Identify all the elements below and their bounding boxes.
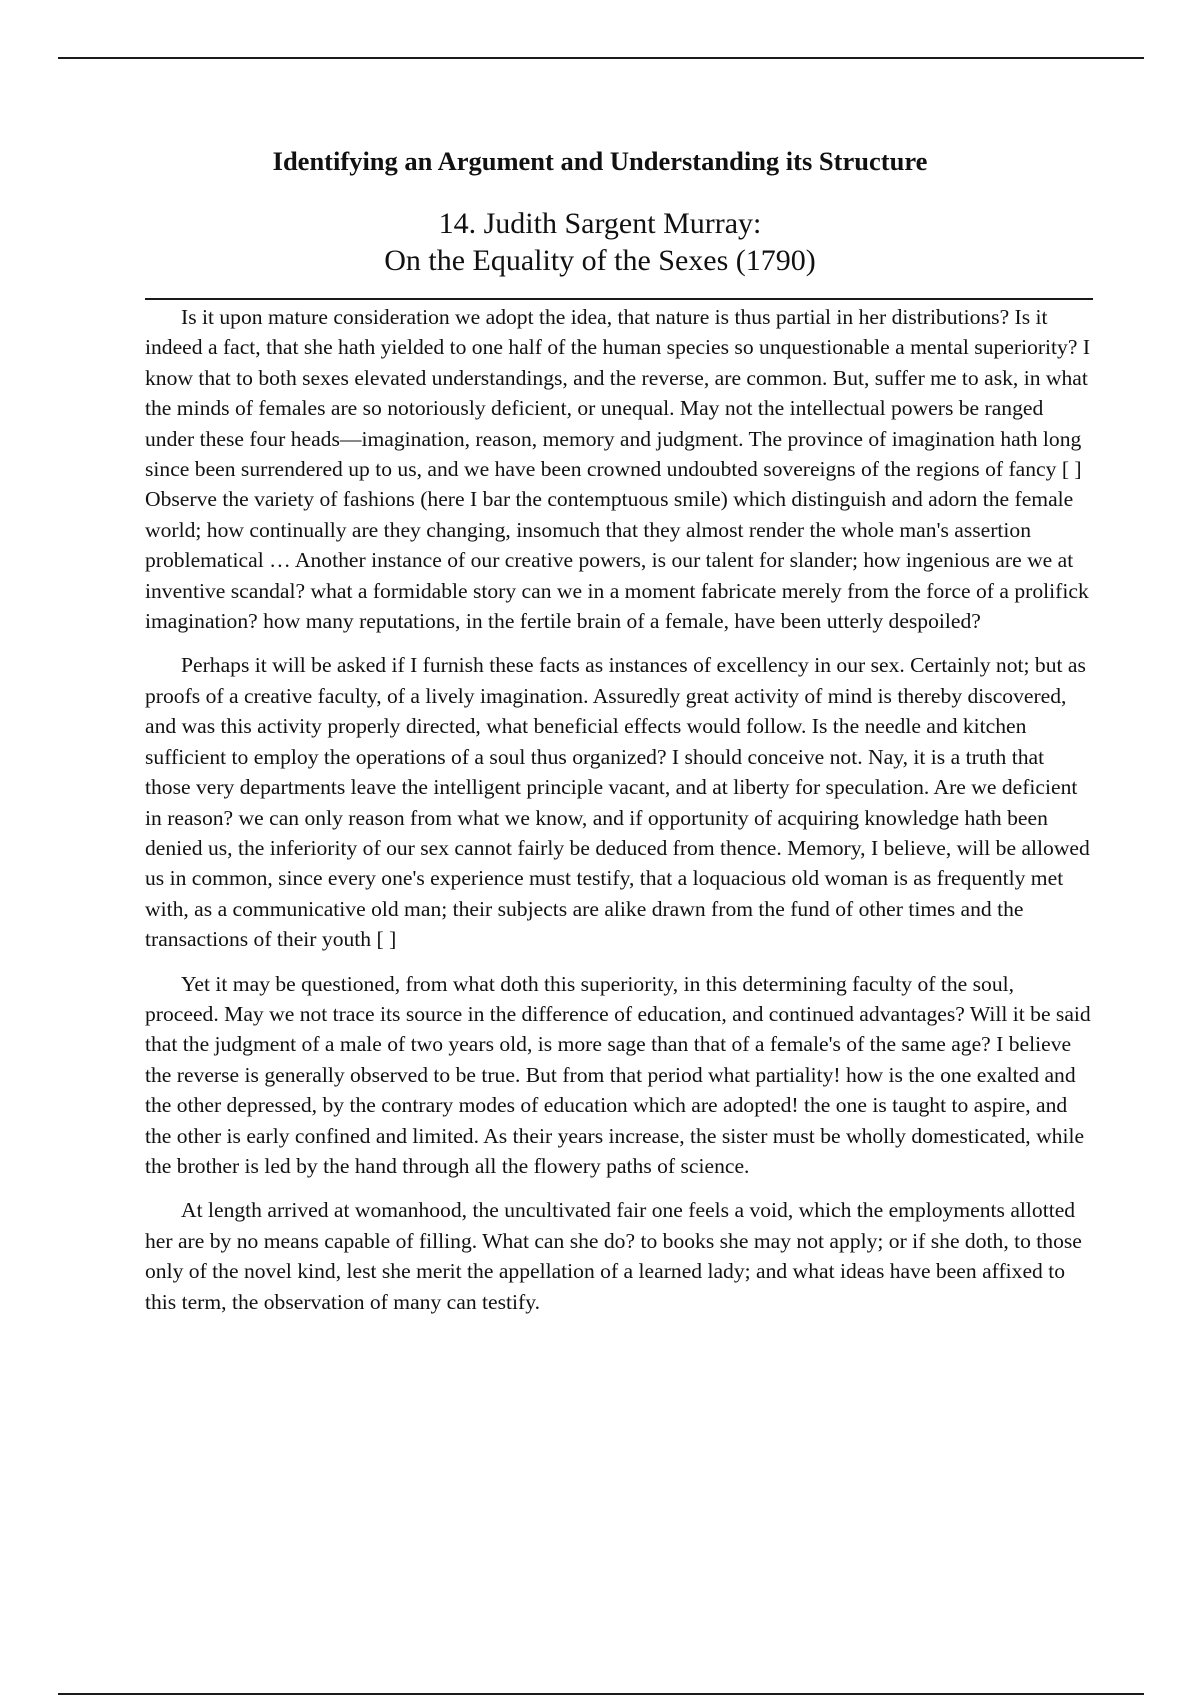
title-line-1: 14. Judith Sargent Murray: bbox=[438, 207, 762, 240]
document-title bbox=[0, 205, 1200, 279]
page-bottom-rule bbox=[58, 1693, 1144, 1695]
section-heading: Identifying an Argument and Understanding its Structure bbox=[272, 146, 928, 176]
paragraph-4: At length arrived at womanhood, the uncultivated fair one feels a void, which the employments allotted her are by no means capable of filling. What can she do? to books she may not apply; or if she doth, to those only of the novel kind, lest she merit the appellation of a learned lady; and what ideas have been affixed to this term, the observation of many can testify. bbox=[145, 1198, 1082, 1314]
page-top-rule bbox=[58, 57, 1144, 59]
paragraph-1: Is it upon mature consideration we adopt the idea, that nature is thus partial in her distributions? Is it indeed a fact, that she hath yielded to one half of the human species so unquestionable a mental superiority? I know that to both sexes elevated understandings, and the reverse, are common. But, suffer me to ask, in what the minds of females are so notoriously deficient, or unequal. May not the intellectual powers be ranged under these four heads—imagination, reason, memory and judgment. The province of imagination hath long since been surrendered up to us, and we have been crowned undoubted sovereigns of the regions of fancy [ ] Observe the variety of fashions (here I bar the contemptuous smile) which distinguish and adorn the female world; how continually are they changing, insomuch that they almost render the whole man's assertion problematical … Another instance of our creative powers, is our talent for slander; how ingenious are we at inventive scandal? what a formidable story can we in a moment fabricate merely from the force of a prolifick imagination? how many reputations, in the fertile brain of a female, have been utterly despoiled? bbox=[145, 305, 1091, 634]
body-text bbox=[145, 302, 1091, 1331]
paragraph-2: Perhaps it will be asked if I furnish these facts as instances of excellency in our sex. Certainly not; but as proofs of a creative faculty, of a lively imagination. Assuredly great activity of mind is thereby discovered, and was this activity properly directed, what beneficial effects would follow. Is the needle and kitchen sufficient to employ the operations of a soul thus organized? I should conceive not. Nay, it is a truth that those very departments leave the intelligent principle vacant, and at liberty for speculation. Are we deficient in reason? we can only reason from what we know, and if opportunity of acquiring knowledge hath been denied us, the inferiority of our sex cannot fairly be deduced from thence. Memory, I believe, will be allowed us in common, since every one's experience must testify, that a loquacious old woman is as frequently met with, as a communicative old man; their subjects are alike drawn from the fund of other times and the transactions of their youth [ ] bbox=[145, 653, 1090, 952]
title-line-2: On the Equality of the Sexes (1790) bbox=[384, 244, 816, 277]
paragraph-3: Yet it may be questioned, from what doth this superiority, in this determining faculty of the soul, proceed. May we not trace its source in the difference of education, and continued advantages? Will it be said that the judgment of a male of two years old, is more sage than that of a female's of the same age? I believe the reverse is generally observed to be true. But from that period what partiality! how is the one exalted and the other depressed, by the contrary modes of education which are adopted! the one is taught to aspire, and the other is early confined and limited. As their years increase, the sister must be wholly domesticated, while the brother is led by the hand through all the flowery paths of science. bbox=[145, 971, 1091, 1178]
title-divider bbox=[145, 298, 1093, 300]
